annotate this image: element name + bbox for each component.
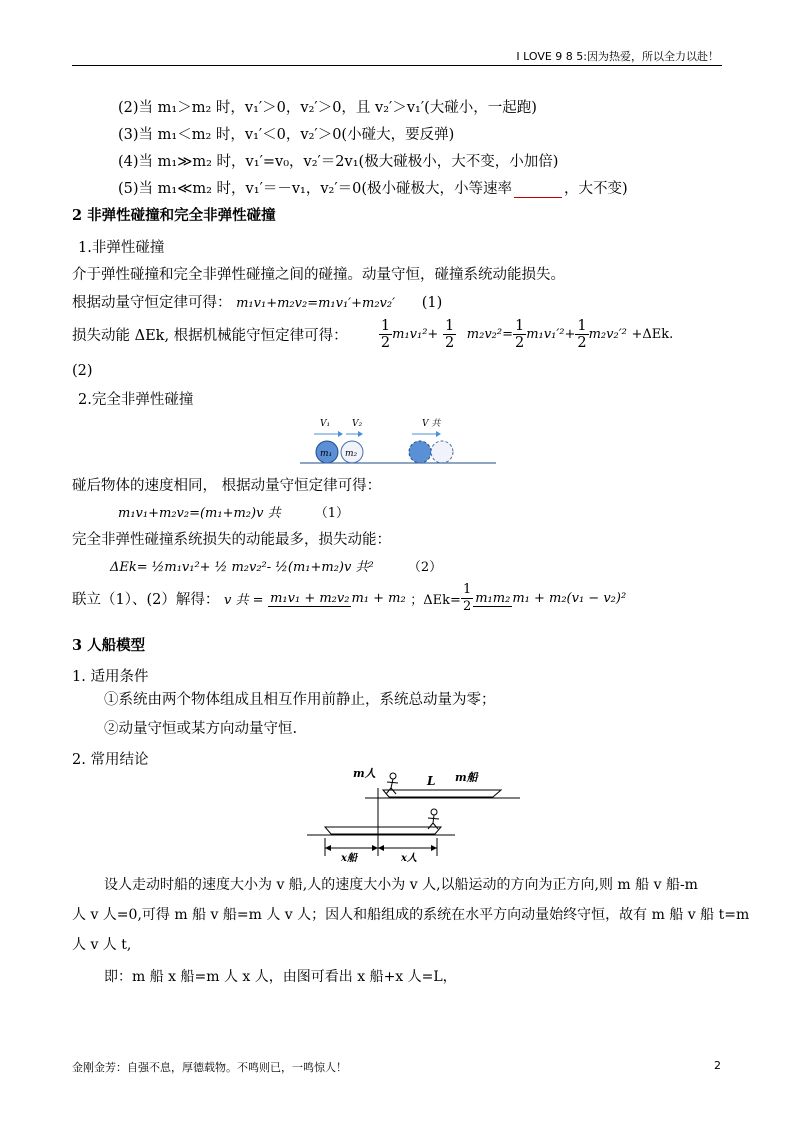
- section2-p6: [72, 582, 626, 615]
- section2-heading: 2 非弹性碰撞和完全非弹性碰撞: [72, 207, 276, 224]
- section2-sub1: 1.非弹性碰撞: [78, 240, 165, 256]
- section3-item1b: ②动量守恒或某方向动量守恒.: [104, 721, 298, 737]
- boat-bottom: [325, 827, 441, 834]
- fig-vgong-label: V 共: [422, 419, 441, 429]
- p4-equation-row: [118, 502, 349, 521]
- header-rule: [72, 65, 722, 66]
- page-header: I LOVE 9 8 5:因为热爱，所以全力以赴！: [516, 50, 719, 63]
- p4-number: （1）: [314, 506, 349, 521]
- fig-xchuan-label: x船: [341, 853, 357, 864]
- case-4: (4)当 m₁≫m₂ 时，v₁′=v₀，v₂′＝2v₁(极大碰极小，大不变，小加倍): [118, 154, 559, 170]
- section2-p4: 碰后物体的速度相同， 根据动量守恒定律可得：: [72, 478, 382, 494]
- person-top: [386, 773, 398, 794]
- p2-equation: m₁v₁+m₂v₂=m₁v₁′+m₂v₂′: [236, 296, 396, 311]
- fig-L-label: L: [427, 774, 436, 788]
- p2-text: 根据动量守恒定律可得：: [72, 295, 232, 311]
- collision-figure: [300, 412, 500, 468]
- case-5-text: (5)当 m₁≪m₂ 时，v₁′＝－v₁，v₂′＝0(极小碰极大，小等速率: [118, 181, 513, 197]
- section2-p5: 完全非弹性碰撞系统损失的动能最多，损失动能：: [72, 532, 391, 548]
- section2-p2: [72, 291, 442, 312]
- p5-equation-row: [110, 556, 442, 575]
- frac-half-4: $\frac{1}{2}$: [577, 318, 587, 351]
- section2-p3: 损失动能 ΔEk, 根据机械能守恒定律可得： $\frac{1}{2}$ m₁v₁²+ $\frac{1}{2}$ m₂v₂²= $\frac{1}{2}$ m₁v₁′²+ $\frac{1}{2}$ m₂v₂′² +ΔEk.: [72, 318, 674, 351]
- p3-text: 损失动能 ΔEk, 根据机械能守恒定律可得：: [72, 328, 348, 344]
- p6-half: $\frac{1}{2}$: [462, 582, 472, 614]
- p6-text: 联立（1）、(2）解得：: [72, 592, 220, 608]
- section3-para2: 人 v 人=0,可得 m 船 v 船=m 人 v 人；因人和船组成的系统在水平方向动量始终守恒，故有 m 船 v 船 t=m: [72, 907, 750, 923]
- person-bottom: [428, 809, 439, 829]
- section3-item1: 1. 适用条件: [72, 669, 149, 685]
- p5-number: （2）: [407, 560, 443, 575]
- fig-xren-label: x人: [401, 853, 417, 864]
- section2-p1: 介于弹性碰撞和完全非弹性碰撞之间的碰撞。动量守恒，碰撞系统动能损失。: [72, 267, 565, 283]
- section3-para4: 即：m 船 x 船=m 人 x 人，由图可看出 x 船+x 人=L，: [104, 969, 457, 985]
- person-boat-figure: [305, 764, 530, 864]
- p3-number: (2): [72, 363, 93, 379]
- section2-sub2: 2.完全非弹性碰撞: [78, 392, 194, 408]
- case-5: [118, 177, 628, 198]
- p6-mass-fraction: m₁m₂ m₁ + m₂: [475, 591, 567, 606]
- fig-mren-label: m人: [353, 767, 376, 780]
- ball-after-2: [431, 441, 453, 463]
- answer-blank: [514, 197, 562, 198]
- boat-top: [383, 790, 501, 797]
- p6-semicolon: ；ΔEk=: [410, 593, 461, 608]
- p3-tail: +ΔEk.: [631, 327, 674, 342]
- case-2: (2)当 m₁＞m₂ 时，v₁′＞0，v₂′＞0，且 v₂′＞v₁′(大碰小，一起跑): [118, 100, 537, 116]
- section3-item1a: ①系统由两个物体组成且相互作用前静止，系统总动量为零；: [104, 692, 496, 708]
- p2-number: (1): [421, 295, 443, 311]
- frac-half-3: $\frac{1}{2}$: [514, 318, 525, 351]
- fig-v1-label: V₁: [320, 419, 331, 429]
- p6-vgong: v 共 =: [223, 593, 264, 608]
- section3-para1: 设人走动时船的速度大小为 v 船,人的速度大小为 v 人,以船运动的方向为正方向,则 m 船 v 船-m: [104, 877, 698, 893]
- p6-fraction: m₁v₁ + m₂v₂ m₁ + m₂: [270, 591, 406, 606]
- p5-equation: ΔEk= ½m₁v₁²+ ½ m₂v₂²- ½(m₁+m₂)v 共²: [110, 560, 374, 575]
- page-number: 2: [714, 1059, 721, 1072]
- p4-equation: m₁v₁+m₂v₂=(m₁+m₂)v 共: [118, 506, 281, 521]
- case-3: (3)当 m₁＜m₂ 时，v₁′＜0，v₂′＞0(小碰大，要反弹): [118, 127, 455, 143]
- frac-half-1: $\frac{1}{2}$: [380, 318, 391, 351]
- p6-tail: (v₁ − v₂)²: [566, 591, 627, 606]
- case-5-tail: ，大不变): [564, 181, 628, 197]
- section3-para3: 人 v 人 t,: [72, 937, 132, 953]
- ball-after-1: [409, 441, 431, 463]
- fig-m2-label: m₂: [345, 449, 358, 459]
- section3-item2: 2. 常用结论: [72, 752, 149, 768]
- fig-v2-label: V₂: [352, 419, 363, 429]
- section3-heading: 3 人船模型: [72, 637, 146, 654]
- fig-m1-label: m₁: [320, 449, 333, 459]
- footer-motto: 金刚金芳：自强不息，厚德载物。不鸣则已，一鸣惊人！: [72, 1061, 347, 1074]
- fig-mchuan-label: m船: [455, 771, 478, 784]
- frac-half-2: $\frac{1}{2}$: [444, 318, 455, 351]
